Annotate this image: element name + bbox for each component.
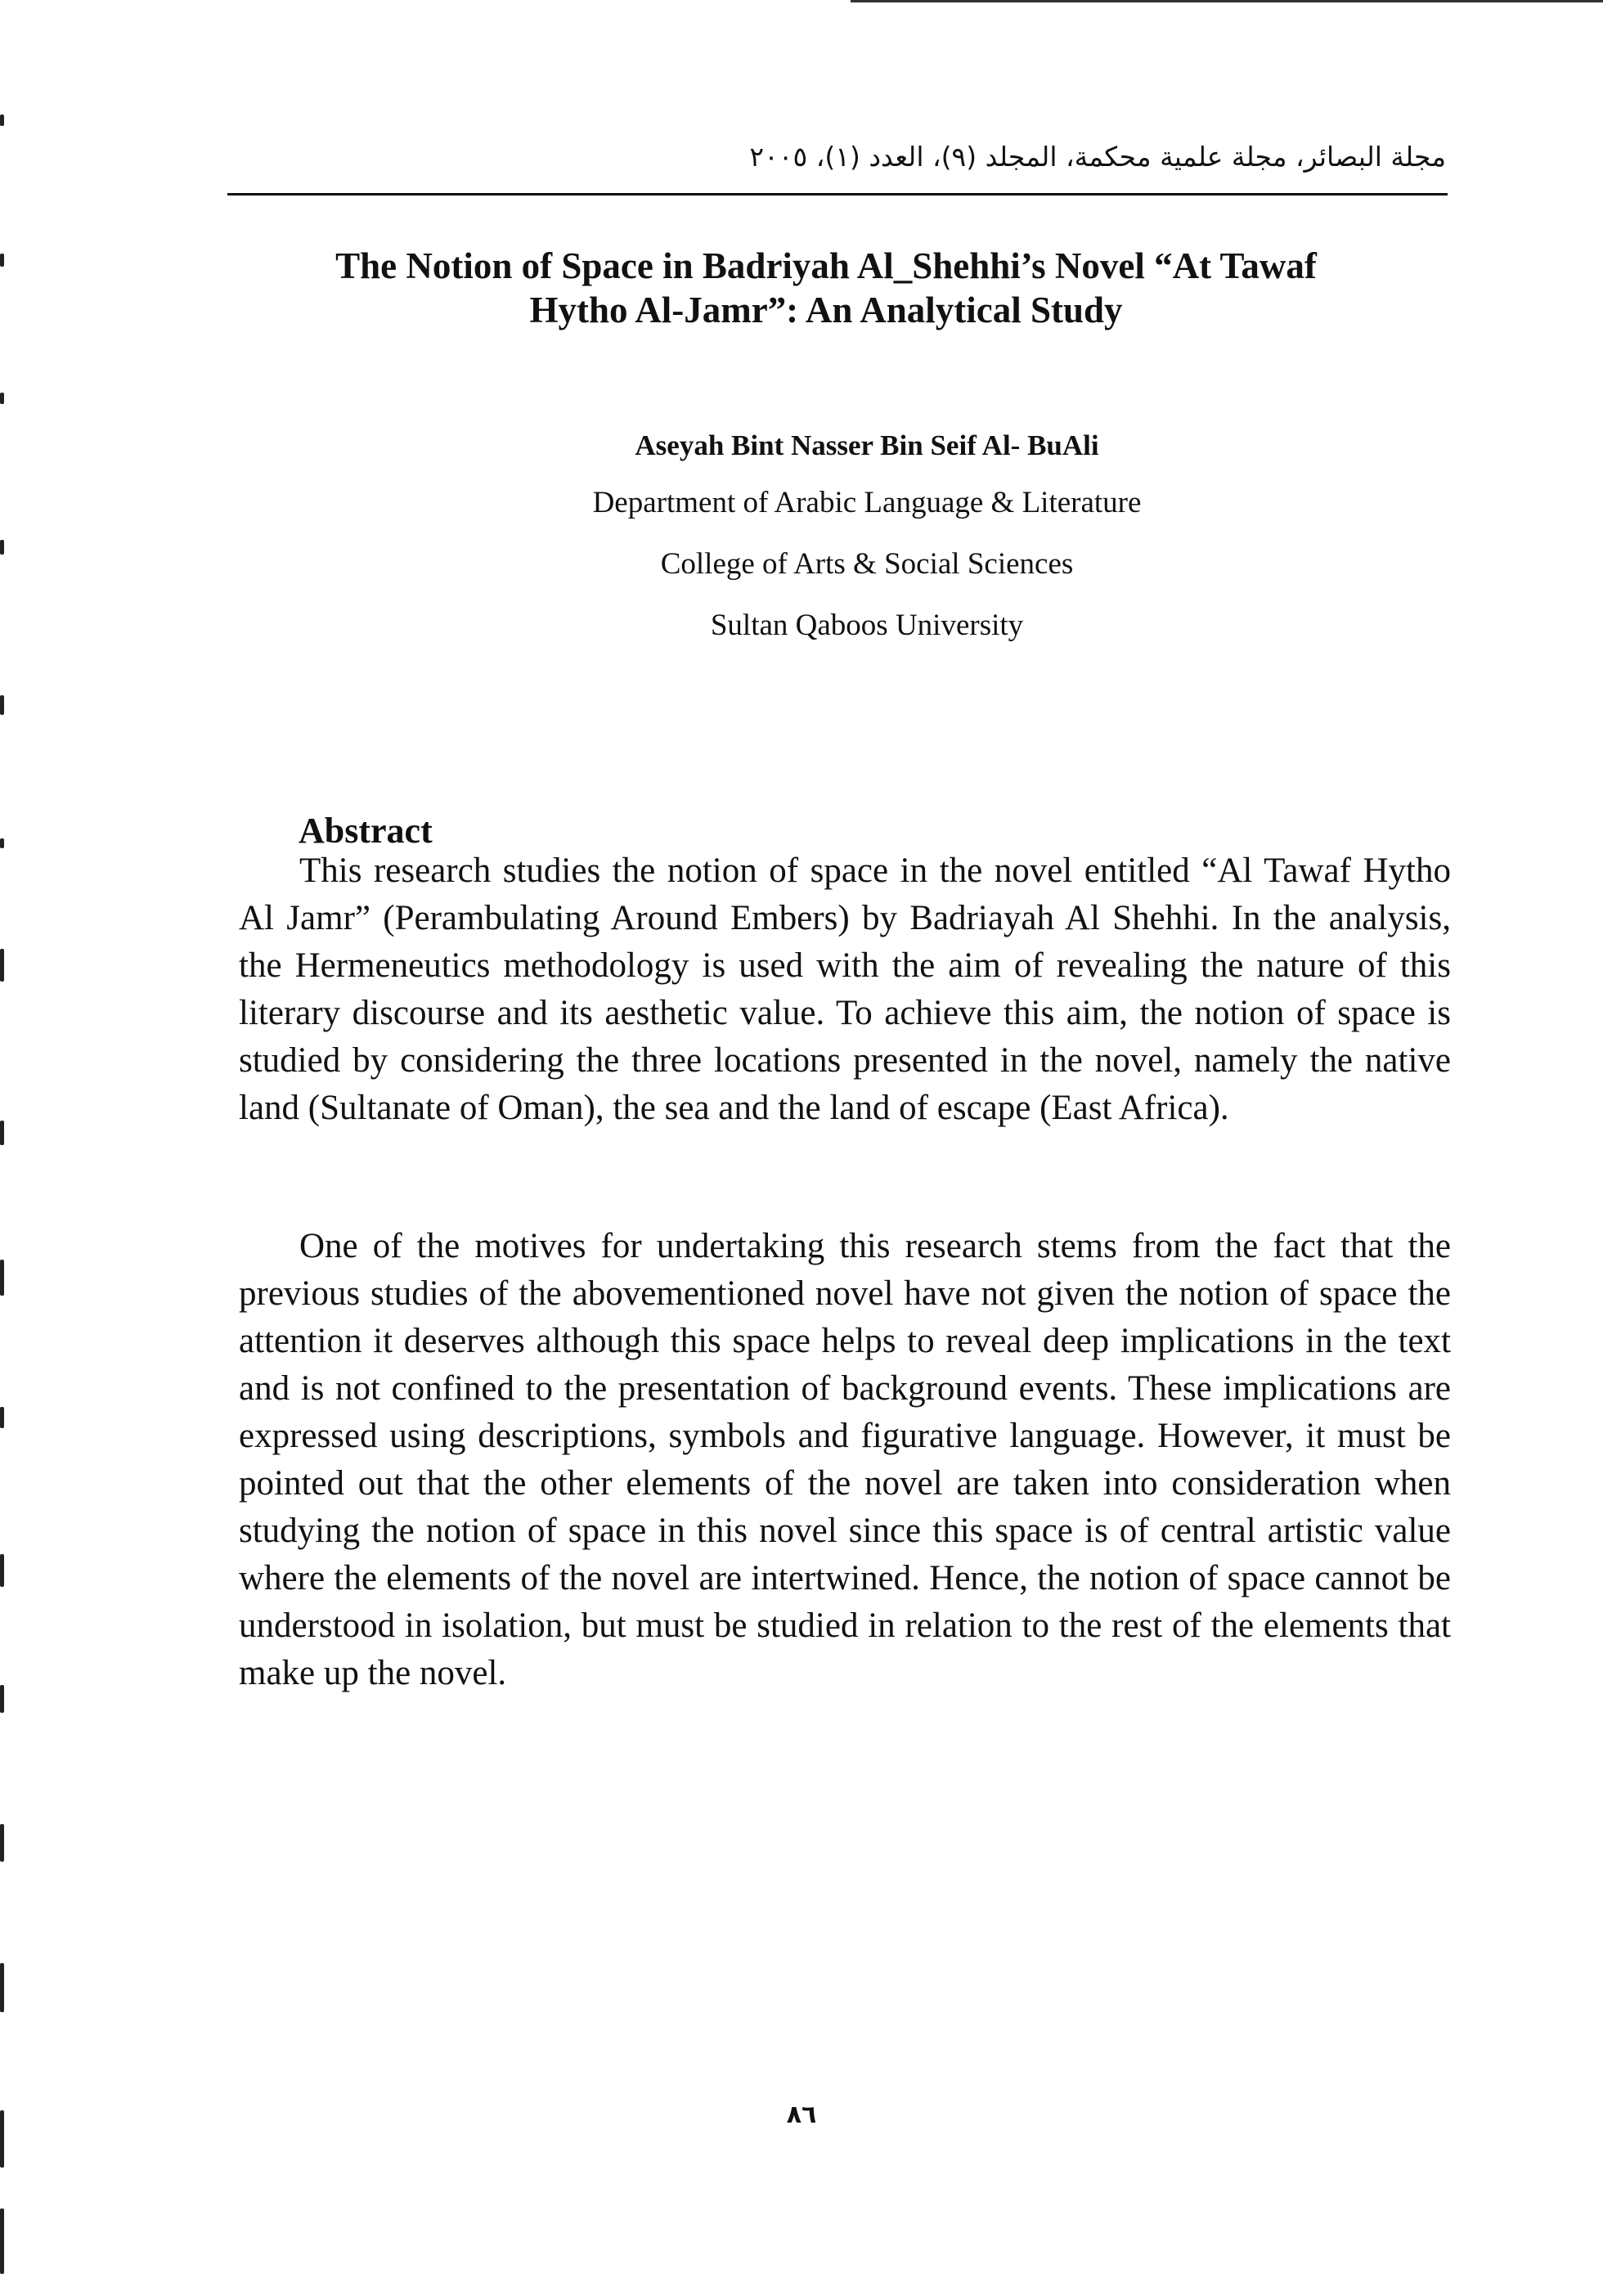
scan-margin-mark [0,254,4,267]
abstract-heading: Abstract [299,811,433,851]
article-title-line: Hytho Al-Jamr”: An Analytical Study [529,290,1123,330]
scan-margin-mark [0,393,4,404]
scan-margin-mark [0,1121,4,1145]
header-rule [227,193,1448,195]
scan-margin-mark [0,838,4,848]
author-name: Aseyah Bint Nasser Bin Seif Al- BuAli [635,429,1099,461]
scan-margin-mark [0,1963,4,2012]
scan-margin-mark [0,1554,4,1587]
scan-margin-mark [0,1685,4,1713]
scan-edge-line [851,0,1603,2]
scan-margin-mark [0,1824,4,1862]
abstract-paragraph: This research studies the notion of space in the novel entitled “Al Tawaf Hytho Al Jamr” (Perambulating Around Embers) by Badriayah Al Shehhi. In the analysis, the Hermeneutics methodology is used with the aim of revealing the nature of this literary discourse and its aesthetic value. To achieve this aim, the notion of space is studied by considering the three locations presented in the novel, namely the native land (Sultanate of Oman), the sea and the land of escape (East Africa). [239,851,1451,1127]
scan-margin-mark [0,115,4,126]
affiliation-department: Department of Arabic Language & Literature [592,486,1142,519]
scan-margin-mark [0,949,4,982]
scan-margin-mark [0,1260,4,1296]
scan-margin-mark [0,2208,4,2274]
abstract-paragraph: One of the motives for undertaking this research stems from the fact that the previous studies of the abovementioned novel have not given the notion of space the attention it deserves although this space helps to reveal deep implications in the text and is not confined to the presentation of background events. These implications are expressed using descriptions, symbols and figurative language. However, it must be pointed out that the other elements of the novel are taken into consideration when studying the notion of space in this novel since this space is of central artistic value where the elements of the novel are intertwined. Hence, the notion of space cannot be understood in isolation, but must be studied in relation to the rest of the elements that make up the novel. [239,1227,1451,1692]
article-title-line: The Notion of Space in Badriyah Al_Shehhi’s Novel “At Tawaf [335,245,1317,286]
scan-margin-mark [0,540,4,555]
scan-margin-mark [0,695,4,715]
journal-header: مجلة البصائر، مجلة علمية محكمة، المجلد (٩)، العدد (١)، ٢٠٠٥ [749,141,1446,173]
affiliation-college: College of Arts & Social Sciences [660,547,1074,581]
scan-margin-mark [0,1407,4,1428]
affiliation-university: Sultan Qaboos University [710,609,1024,642]
article-title [245,244,1407,332]
page-number: ٨٦ [786,2101,817,2129]
